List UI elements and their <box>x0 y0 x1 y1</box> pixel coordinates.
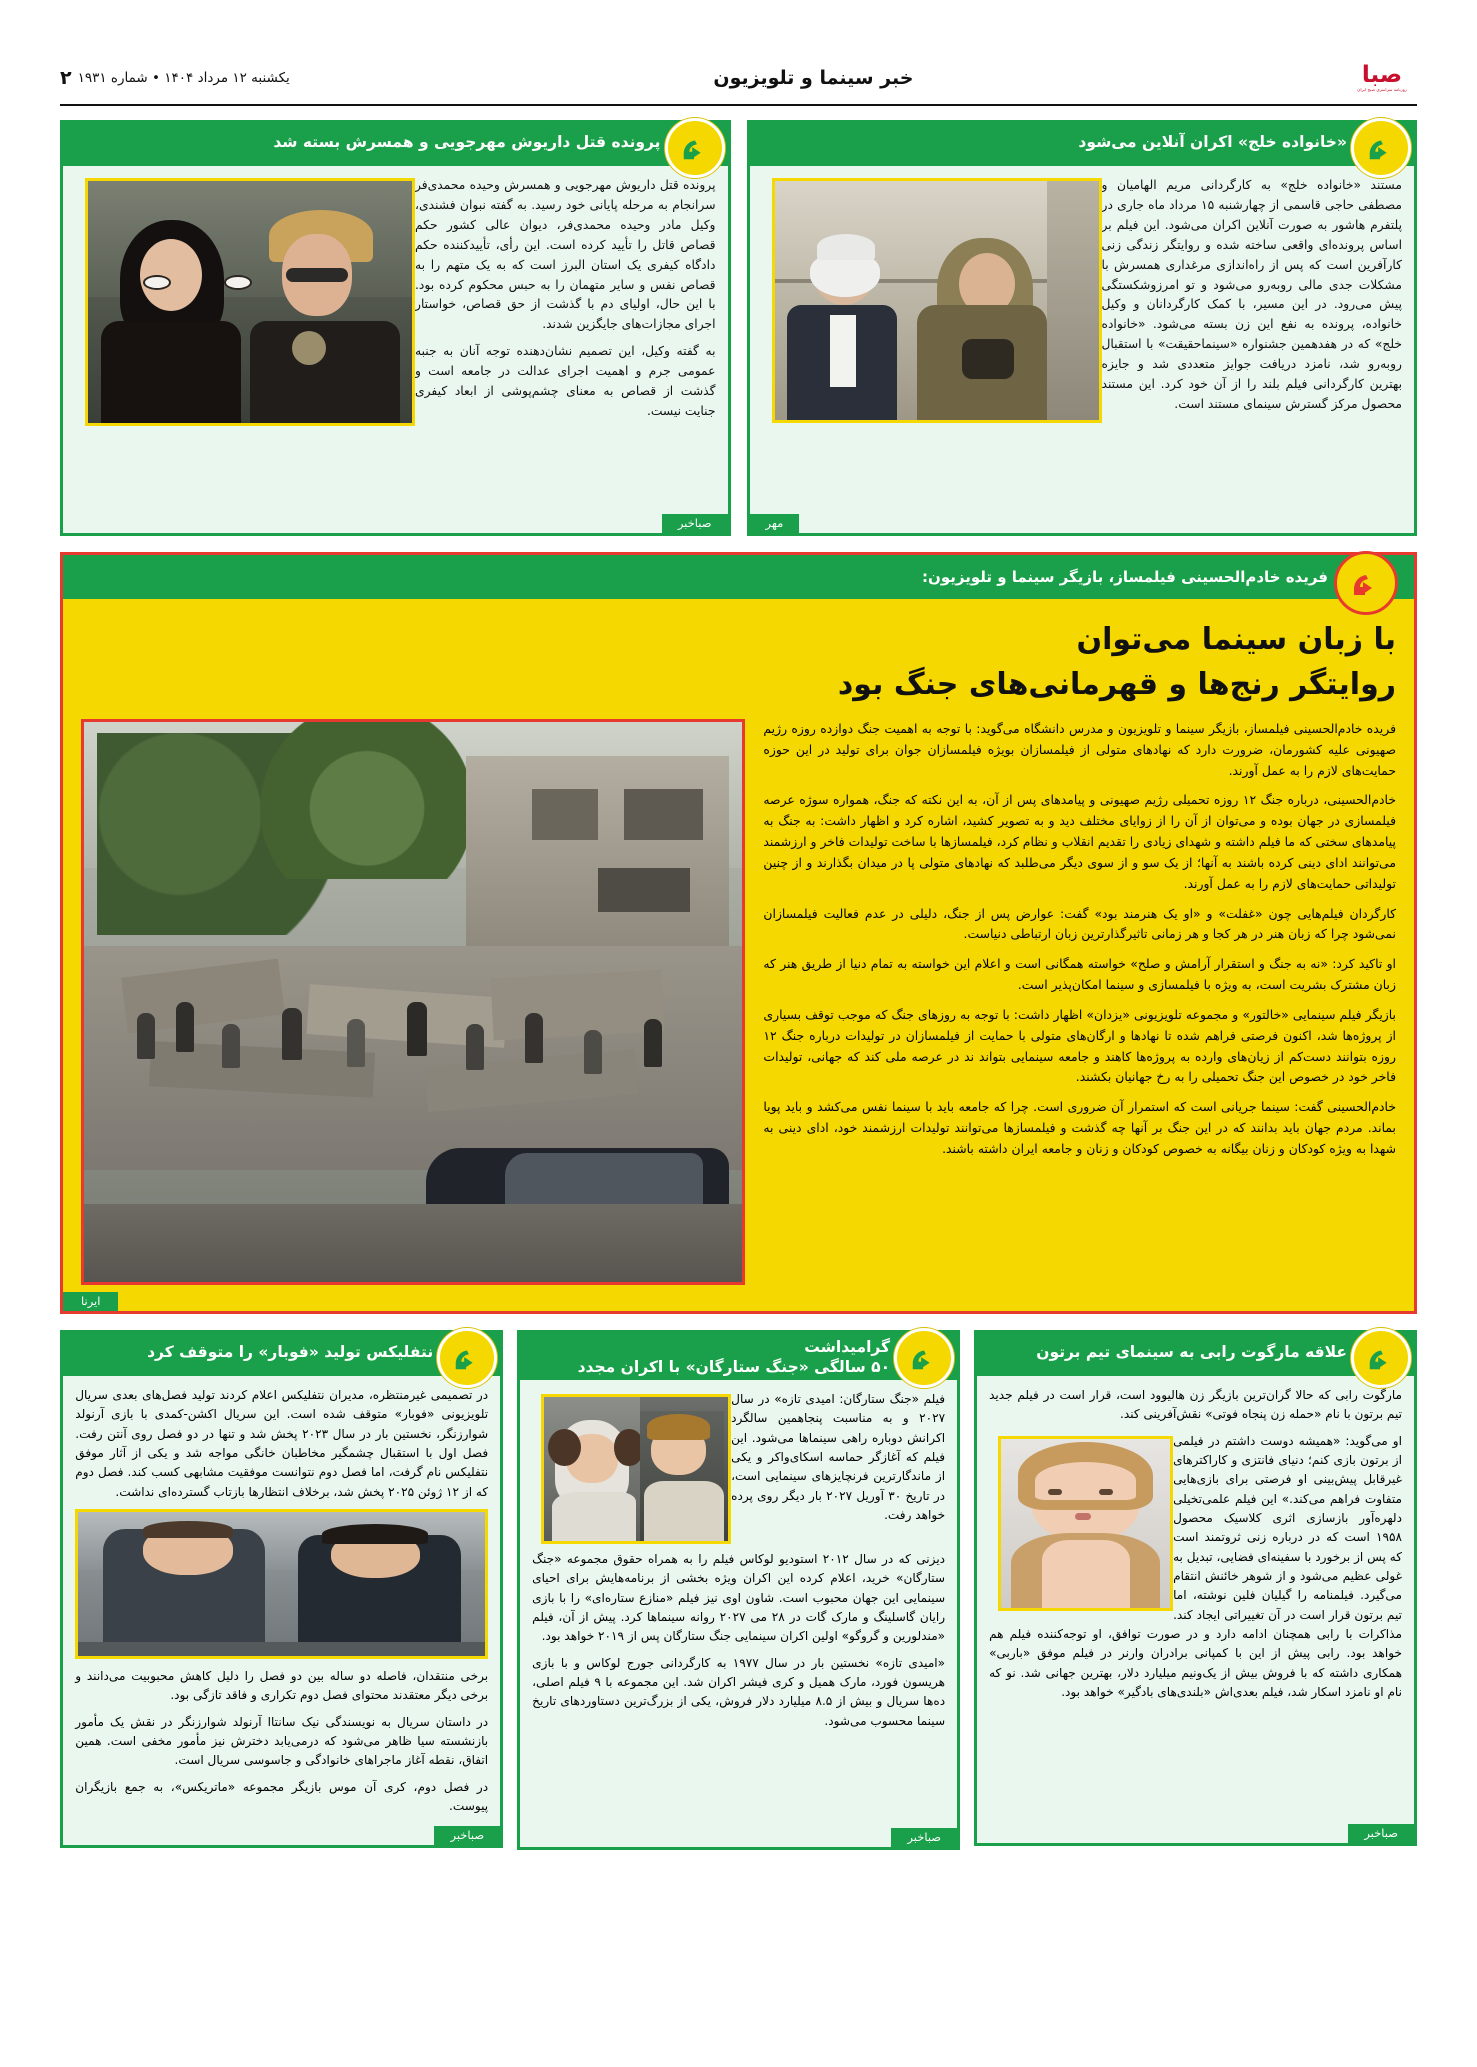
article-photo-couple-interview <box>772 178 1102 423</box>
feature-kicker: فریده خادم‌الحسینی فیلمساز، بازیگر سینما و تلویزیون: <box>922 568 1328 586</box>
article-card-margot-robbie <box>974 1330 1417 1850</box>
card-title: نتفلیکس تولید «فوبار» را متوقف کرد <box>147 1343 434 1362</box>
feature-headline <box>81 617 1396 707</box>
article-card-khanevadeh-khalaj <box>747 120 1418 536</box>
quote-emblem-icon <box>437 1328 497 1388</box>
source-badge: مهر <box>750 514 800 533</box>
source-badge: صباخبر <box>434 1826 500 1845</box>
article-paragraph: به گفته وکیل، این تصمیم نشان‌دهنده توجه آنان به جنبه عمومی جرم و اهمیت اجرای عدالت در جامعه است و گذشت از قصاص به معنای چشم‌پوشی از ابعاد کیفری جنایت نیست. <box>415 344 716 418</box>
article-photo-margot-robbie <box>998 1436 1173 1611</box>
top-row <box>60 120 1417 536</box>
card-title: پرونده قتل داریوش مهرجویی و همسرش بسته شد <box>273 133 661 152</box>
article-paragraph: مستند «خانواده خلج» به کارگردانی مریم الهامیان و مصطفی حاجی قاسمی از چهارشنبه ۱۵ مرداد ماه جاری در پلتفرم هاشور به صورت آنلاین اکران می‌شود. این فیلم بر اساس پرونده‌ای واقعی ساخته شده و روایتگر زندگی زنی کارآفرین است که پس از راه‌اندازی مرغداری همسرش با مشکلات جدی مالی روبه‌رو می‌شود و تو امرزوشکستگی پیش می‌رود. در این مسیر، با کمک کارگردانان و وکیل خانواده، پرونده به نفع این زن بسته می‌شود. «خانواده خلج» که در هفدهمین جشنواره «سینماحقیقت» با استقبال روبه‌رو شد، نامزد دریافت جوایز متعددی شد و جایزه بهترین کارگردانی فیلم بلند را از آن خود کرد. این مستند محصول مرکز گسترش سینمای مستند است. <box>1101 178 1402 411</box>
article-paragraph: دیزنی که در سال ۲۰۱۲ استودیو لوکاس فیلم را به همراه حقوق مجموعه «جنگ ستارگان» خرید، اعلام کرده این اکران ویژه بخشی از برنامه‌هایش برای احیای سینمایی این جهان محبوب است. شاون اوی نیز فیلم «منازع ستاره‌ای» را با بازی رایان گاسلینگ و مارک گات در ۲۸ می ۲۰۲۷ روانه سینماها کرد. پیش از آن، فیلم «مندلورین و گروگو» اولین اکران سینمایی جنگ ستارگان پس از ۲۰۱۹ خواهد بود. <box>532 1552 946 1644</box>
page-number: ۲ <box>60 67 72 89</box>
feature-paragraph: بازیگر فیلم سینمایی «خالتور» و مجموعه تلویزیونی «یزدان» اظهار داشت: با توجه به روزهای جنگ که موجب توقف بسیاری از پروژه‌ها شد، اکنون فرصتی فراهم شده تا نهادها و ارگان‌های متولی با حمایت از فیلمسازان در تولیدات درباره جنگ ۱۲ روزه بتوانند دست‌کم از زیان‌های وارده به پروژه‌ها کاهند و جامعه سینمایی بتواند ند در عرصه ملی کند که جهانی، تولیدات فاخر خود در خصوص این جنگ تحمیلی را به رخ جهانیان بکشند. <box>763 1006 1396 1085</box>
quote-emblem-icon <box>1351 1328 1411 1388</box>
card-body <box>974 1376 1417 1846</box>
article-paragraph: پرونده قتل داریوش مهرجویی و همسرش وحیده محمدی‌فر سرانجام به مرحله پایانی خود رسید. به گفته نبوان فشندی، وکیل مادر وحیده محمدی‌فر، دیوان عالی کشور حکم قصاص قاتل را تأیید کرده است. این رأی، تأییدکننده حکم دادگاه کیفری یک استان البرز است که به یک متهم را به قصاص نفس و سایر متهمان را به حبس محکوم کرده بود. با این حال، اولیای دم با گذشت از حق قصاص، خواستار اجرای مجازات‌های جایگزین شدند. <box>415 178 716 332</box>
card-header <box>60 120 731 166</box>
logo-subtitle: روزنامه سراسری صبح ایران <box>1357 87 1407 92</box>
card-title-line1: گرامیداشت <box>804 1338 891 1356</box>
logo-wordmark: صبا <box>1361 62 1403 88</box>
feature-paragraph: فریده خادم‌الحسینی فیلمساز، بازیگر سینما و تلویزیون و مدرس دانشگاه می‌گوید: با توجه به اهمیت جنگ دوازده روزه رژیم صهیونی علیه کشورمان، ضرورت دارد که نهادهای متولی از فیلمسازان بویژه فیلمسازان جوان برای تولید در این حوزه حمایت‌های لازم را به عمل آورند. <box>763 721 1396 778</box>
newspaper-logo <box>1337 61 1417 95</box>
article-paragraph: فیلم «جنگ ستارگان: امیدی تازه» در سال ۲۰۲۷ و به مناسبت پنجاهمین سالگرد اکرانش دوباره راهی سینماها می‌شود. این فیلم که آغازگر حماسه اسکای‌واکر و یکی از ماندگارترین فرنچایزهای سینمایی است، در تاریخ ۳۰ آوریل ۲۰۲۷ بار دیگر روی پرده خواهد رفت. <box>731 1392 946 1523</box>
section-title: خبر سینما و تلویزیون <box>713 67 914 89</box>
feature-header <box>63 555 1414 599</box>
feature-body <box>63 599 1414 1311</box>
article-card-star-wars-anniversary <box>517 1330 960 1850</box>
feature-photo-war-rubble <box>81 719 745 1285</box>
card-title: علاقه مارگوت رابی به سینمای تیم برتون <box>1036 1343 1347 1362</box>
feature-paragraph: او تاکید کرد: «نه به جنگ و استقرار آرامش و صلح» خواسته همگانی است و اعلام این خواسته به تمام دنیا از طریق هنر که زبان مشترک بشریت است، به ویژه با فیلمسازی و سینما امکان‌پذیر است. <box>763 956 1396 993</box>
source-badge: ایرنا <box>63 1292 118 1311</box>
article-paragraph: «امیدی تازه» نخستین بار در سال ۱۹۷۷ به کارگردانی جورج لوکاس و با بازی هریسون فورد، مارک همیل و کری فیشر اکران شد. این مجموعه با ۹ فیلم اصلی، ده‌ها سریال و بیش از ۸.۵ میلیارد دلار فروش، یکی از بزرگ‌ترین دستاوردهای تاریخ سینما محسوب می‌شود. <box>532 1655 946 1728</box>
masthead-date-block <box>60 67 290 89</box>
article-paragraph: او می‌گوید: «همیشه دوست داشتم در فیلمی از برتون بازی کنم؛ دنیای فانتزی و کاراکترهای غیرقابل پیش‌بینی او فرصتی برای بازی‌هایی متفاوت فراهم می‌کند.» این فیلم علمی‌تخیلی دلهره‌آور بازسازی اثری کلاسیک محصول ۱۹۵۸ است که در درباره زنی ثروتمند است که پس از برخورد با سفینه‌ای فضایی، تبدیل به غولی عظیم می‌شود و از شوهر خائنش انتقام می‌گیرد. فیلمنامه را گیلیان فلین نوشته، اما تیم برتون قرار است در آن تغییراتی ایجاد کند. مذاکرات با رابی همچنان ادامه دارد و در صورت توافق، او توجه‌کننده فیلم هم خواهد بود. رابی پیش از این با کمپانی برادران وارنر در فیلم موفق «باربی» همکاری داشته که با فروش بیش از یک‌ونیم میلیارد دلار، بهترین جهانی شد. نو که نام او نامزد اسکار شد، فیلم بعدی‌اش «بلندی‌های بادگیر» خواهد بود. <box>989 1433 1402 1700</box>
logo-mark <box>1347 61 1417 95</box>
card-body <box>60 166 731 536</box>
feature-paragraph: کارگردان فیلم‌هایی چون «غفلت» و «او یک هنرمند بود» گفت: عوارض پس از جنگ، دلیلی در عدم فعالیت فیلمسازان نمی‌شود چرا که زبان هنر در هر کجا و هر زمانی تاثیرگذارترین زبان ارتباطی دنیاست. <box>763 905 1396 942</box>
article-card-fubar-cancelled <box>60 1330 503 1850</box>
feature-paragraph: خادم‌الحسینی گفت: سینما جریانی است که استمرار آن ضروری است. چرا که جامعه باید با سینما نفس می‌کشد و باید پویا بماند. مردم جهان باید بدانند که در این جنگ بر آنها چه گذشت و فیلمسازها می‌توانند تولیدات ارزشمند خود، ادای دینی به شهدا به ویژه کودکان و زنان بیگانه به خصوص کودکان و زنان و جامعه ایران داشته باشند. <box>763 1099 1396 1156</box>
card-title: «خانواده خلج» اکران آنلاین می‌شود <box>1078 133 1347 152</box>
feature-text-column <box>763 719 1396 1285</box>
source-badge: صباخبر <box>1348 1824 1414 1843</box>
quote-emblem-icon <box>665 118 725 178</box>
article-photo-mehrjui-and-wife <box>85 178 415 426</box>
source-badge: صباخبر <box>891 1828 957 1847</box>
article-paragraph: در تصمیمی غیرمنتظره، مدیران نتفلیکس اعلام کردند تولید فصل‌های بعدی سریال تلویزیونی «فوبار» متوقف شده است. این سریال اکشن-کمدی با بازی آرنولد شوارزنگر، نخستین بار در سال ۲۰۲۳ پخش شد و تنها در دو فصل روی آنتن رفت. فصل اول با استقبال چشمگیر مخاطبان خانگی مواجه شد و یکی از آثار موفق نتفلیکس نام گرفت، اما فصل دوم نتوانست موفقیت مشابهی کسب کند. فصل دوم که از ۱۲ ژوئن ۲۰۲۵ پخش شد، برخلاف انتظارها بازتاب گسترده‌ای نداشت. <box>75 1388 489 1499</box>
issue-date: یکشنبه ۱۲ مرداد ۱۴۰۴ • شماره ۱۹۳۱ <box>77 70 290 86</box>
bottom-row <box>60 1330 1417 1850</box>
feature-article <box>60 552 1417 1314</box>
feature-headline-line2: روایتگر رنج‌ها و قهرمانی‌های جنگ بود <box>837 667 1396 702</box>
card-body <box>60 1376 503 1848</box>
article-paragraph: مارگوت رابی که حالا گران‌ترین بازیگر زن هالیوود است، قرار است در فیلم جدید تیم برتون با نام «حمله زن پنجاه فوتی» نقش‌آفرینی کند. <box>989 1388 1402 1422</box>
feature-paragraph: خادم‌الحسینی، درباره جنگ ۱۲ روزه تحمیلی رژیم صهیونی و پیامدهای پس از آن، به این نکته که جنگ، همواره سوژه عرصه فیلمسازی در جهان بوده و می‌توان از آن را از زوایای مختلف دید و به تصویر کشید، اشاره کرد و اظهار داشت: به جنگ به پیامدهای سختی که ما فیلم داشته و شهدای زیادی را تقدیم انقلاب و نظام کرد، فیلمسازها با ساخت تولیدات فاخر و ارزشمند می‌توانند ادای دینی کرده باشند به آنها؛ از یک سو و از سوی دیگر می‌طلبد که نهادهای متولی پا در میدان بگذارند و از چنین تولیداتی حمایت‌های لازم را به عمل آورند. <box>763 792 1396 891</box>
quote-emblem-icon <box>1334 551 1398 615</box>
masthead <box>60 58 1417 106</box>
feature-headline-line1: با زبان سینما می‌توان <box>1076 622 1396 657</box>
card-header <box>747 120 1418 166</box>
card-header <box>517 1330 960 1380</box>
article-paragraph: در فصل دوم، کری آن موس بازیگر مجموعه «ماتریکس»، به جمع بازیگران پیوست. <box>75 1779 489 1814</box>
card-body <box>747 166 1418 536</box>
card-body <box>517 1380 960 1850</box>
article-card-mehrjui-case <box>60 120 731 536</box>
quote-emblem-icon <box>894 1328 954 1388</box>
article-paragraph: در داستان سریال به نویسندگی نیک سانتاا آرنولد شوارزنگر در نقش یک مأمور بازنشسته سیا ظاهر می‌شود که درمی‌یابد دخترش نیز مأمور مخفی است. همین اتفاق، نقطه آغاز ماجراهای خانوادگی و جاسوسی سریال است. <box>75 1714 489 1768</box>
quote-emblem-icon <box>1351 118 1411 178</box>
source-badge: صباخبر <box>662 514 728 533</box>
card-header <box>60 1330 503 1376</box>
article-photo-star-wars-leia-luke <box>541 1394 731 1544</box>
article-photo-fubar-cast <box>75 1509 488 1659</box>
card-title-line2: ۵۰ سالگی «جنگ ستارگان» با اکران مجدد <box>577 1358 891 1377</box>
article-paragraph: برخی منتقدان، فاصله دو ساله بین دو فصل را دلیل کاهش محبوبیت می‌دانند و برخی دیگر معتقدند محتوای فصل دوم تکراری و فاقد تازگی بود. <box>75 1669 489 1703</box>
card-header <box>974 1330 1417 1376</box>
